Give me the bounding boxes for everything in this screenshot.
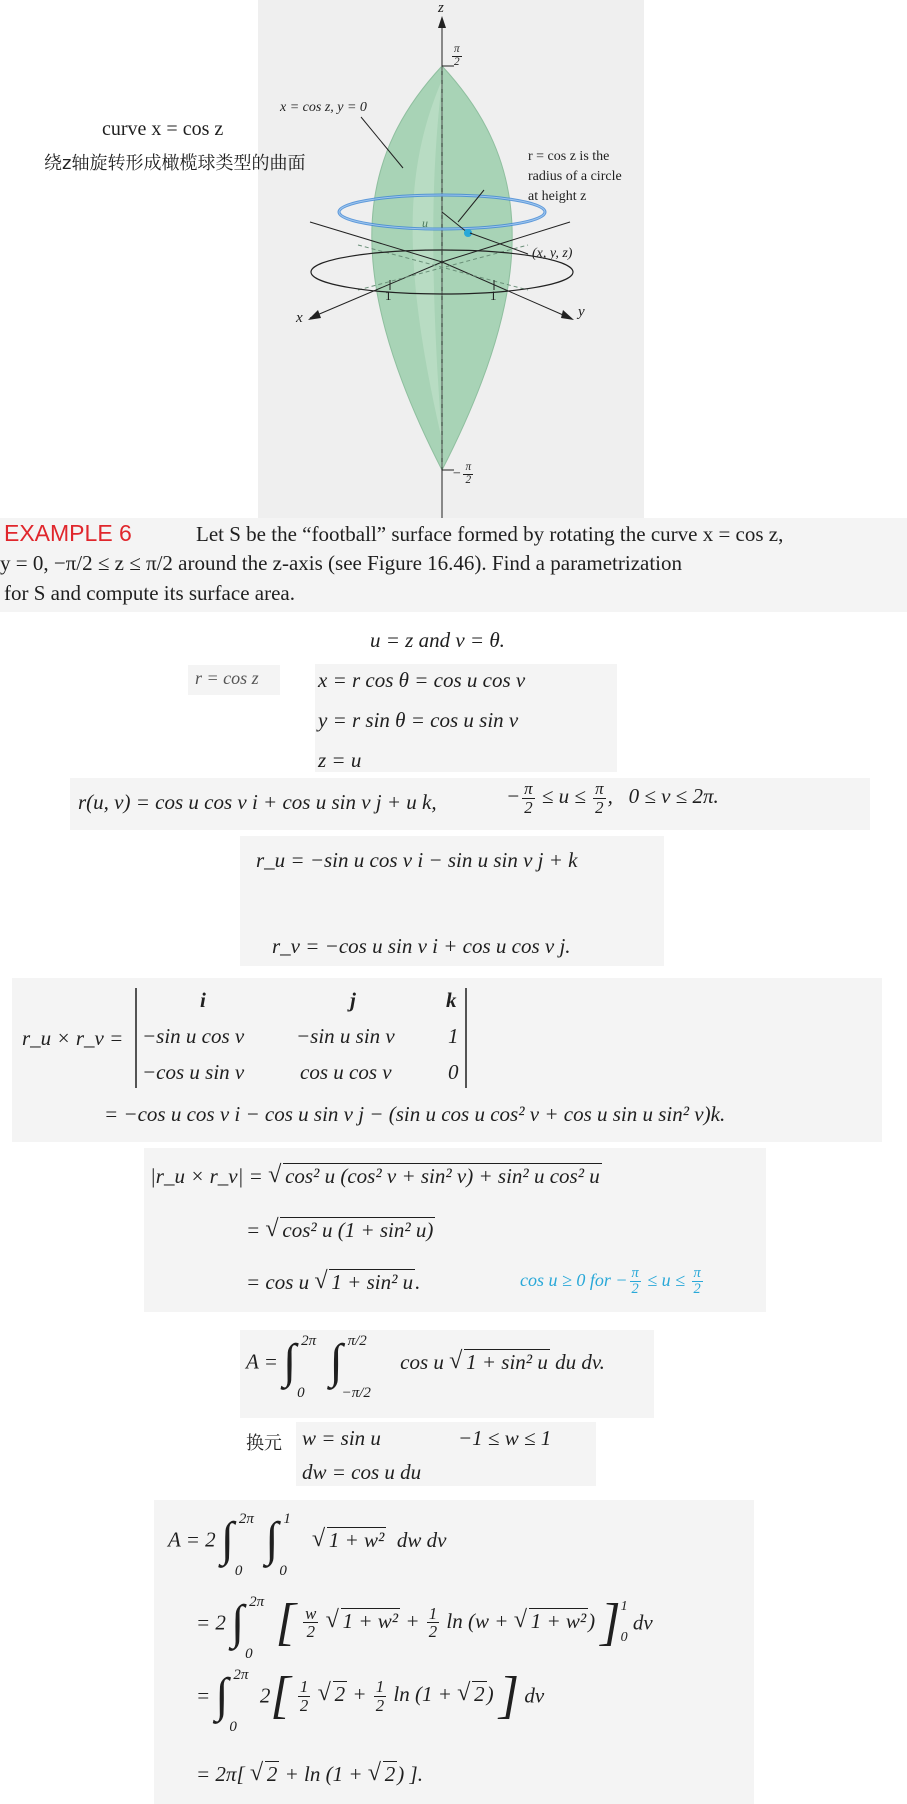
magnitude-line-2: = √ cos² u (1 + sin² u): [246, 1218, 435, 1243]
det-r2c1: −sin u cos v: [142, 1024, 245, 1048]
substitution-dw: dw = cos u du: [302, 1460, 422, 1484]
substitution-label: 换元: [246, 1433, 282, 1454]
r-v-partial: r_v = −cos u sin v i + cos u cos v j.: [272, 934, 571, 958]
curve-label: x = cos z, y = 0: [280, 100, 367, 115]
y-equation: y = r sin θ = cos u sin v: [318, 708, 519, 732]
det-r1c3: k: [446, 988, 457, 1012]
det-r3c2: cos u cos v: [300, 1060, 392, 1084]
example-line-2: y = 0, −π/2 ≤ z ≤ π/2 around the z-axis (see Figure 16.46). Find a parametrization: [0, 551, 683, 575]
tick-one-x: 1: [385, 288, 392, 303]
final-line-1: A = 2 ∫ 2π 0 ∫ 1 0 √ 1 + w² dw dv: [168, 1516, 446, 1590]
r-vector-range: − $\frac{\pi}{2}$ ≤ u ≤ $\frac{\pi}{2}$ , 0 ≤ v ≤ 2π.: [506, 779, 719, 817]
determinant: [140, 988, 470, 1098]
det-r2c2: −sin u sin v: [296, 1024, 395, 1048]
example-label: EXAMPLE 6: [4, 520, 132, 546]
radius-note-3: at height z: [528, 189, 587, 204]
cos-nonneg-note: cos u ≥ 0 for − $\frac{\pi}{2}$ ≤ u ≤ $\frac{\pi}{2}$: [520, 1265, 701, 1298]
y-axis-label: y: [578, 304, 585, 320]
cross-result: = −cos u cos v i − cos u sin v j − (sin u cos u cos² v + cos u sin u sin² v)k.: [104, 1102, 726, 1126]
figure-16-46: [258, 0, 644, 520]
final-line-2: = 2 ∫ 2π 0 [ $\frac{w}{2}$ √ 1 + w² + $\frac{1}{2}$ ln (w + √ 1 + w²) ] 1 0 dv: [196, 1592, 653, 1666]
top-tick-label: $\frac{\pi}{2}$: [454, 43, 460, 68]
det-r1c1: i: [200, 988, 206, 1012]
tick-one-y: 1: [490, 288, 497, 303]
radius-note-1: r = cos z is the: [528, 149, 610, 164]
cross-lhs: r_u × r_v =: [22, 1026, 124, 1050]
example-line-3: for S and compute its surface area.: [4, 581, 295, 605]
r-note: r = cos z: [195, 668, 259, 688]
x-equation: x = r cos θ = cos u cos v: [318, 668, 526, 692]
z-equation: z = u: [318, 748, 362, 772]
substitution-w: w = sin u: [302, 1426, 381, 1450]
radius-note-2: radius of a circle: [528, 169, 622, 184]
z-axis-label: z: [438, 0, 444, 16]
magnitude-line-1: |r_u × r_v| = √ cos² u (cos² v + sin² v) + sin² u cos² u: [150, 1164, 602, 1189]
point-label: (x, y, z): [532, 246, 573, 261]
uv-definition: u = z and v = θ.: [370, 628, 505, 652]
area-integral: A = ∫ 2π 0 ∫ π/2 −π/2 cos u √ 1 + sin² u du dv.: [246, 1338, 605, 1418]
det-r3c3: 0: [448, 1060, 459, 1084]
final-line-3: = ∫ 2π 0 2[ $\frac{1}{2}$ √ 2 + $\frac{1}{2}$ ln (1 + √ 2) ] dv: [196, 1670, 544, 1744]
chinese-annotation: 绕z轴旋转形成橄榄球类型的曲面: [44, 153, 306, 174]
det-r3c1: −cos u sin v: [142, 1060, 245, 1084]
x-axis-label: x: [296, 310, 303, 326]
curve-annotation: curve x = cos z: [102, 118, 224, 140]
u-label: u: [422, 216, 428, 230]
football-surface-illustration: [258, 0, 644, 520]
final-line-4: = 2π[ √ 2 + ln (1 + √ 2) ].: [196, 1762, 423, 1787]
det-r2c3: 1: [448, 1024, 459, 1048]
bottom-tick-label: − $\frac{\pi}{2}$: [452, 461, 472, 486]
substitution-range: −1 ≤ w ≤ 1: [458, 1426, 552, 1450]
example-line-1: Let S be the “football” surface formed by rotating the curve x = cos z,: [196, 522, 784, 546]
magnitude-line-3: = cos u √ 1 + sin² u.: [246, 1270, 420, 1295]
r-vector-equation: r(u, v) = cos u cos v i + cos u sin v j + u k,: [78, 790, 437, 814]
det-r1c2: j: [350, 988, 356, 1012]
r-u-partial: r_u = −sin u cos v i − sin u sin v j + k: [256, 848, 578, 872]
